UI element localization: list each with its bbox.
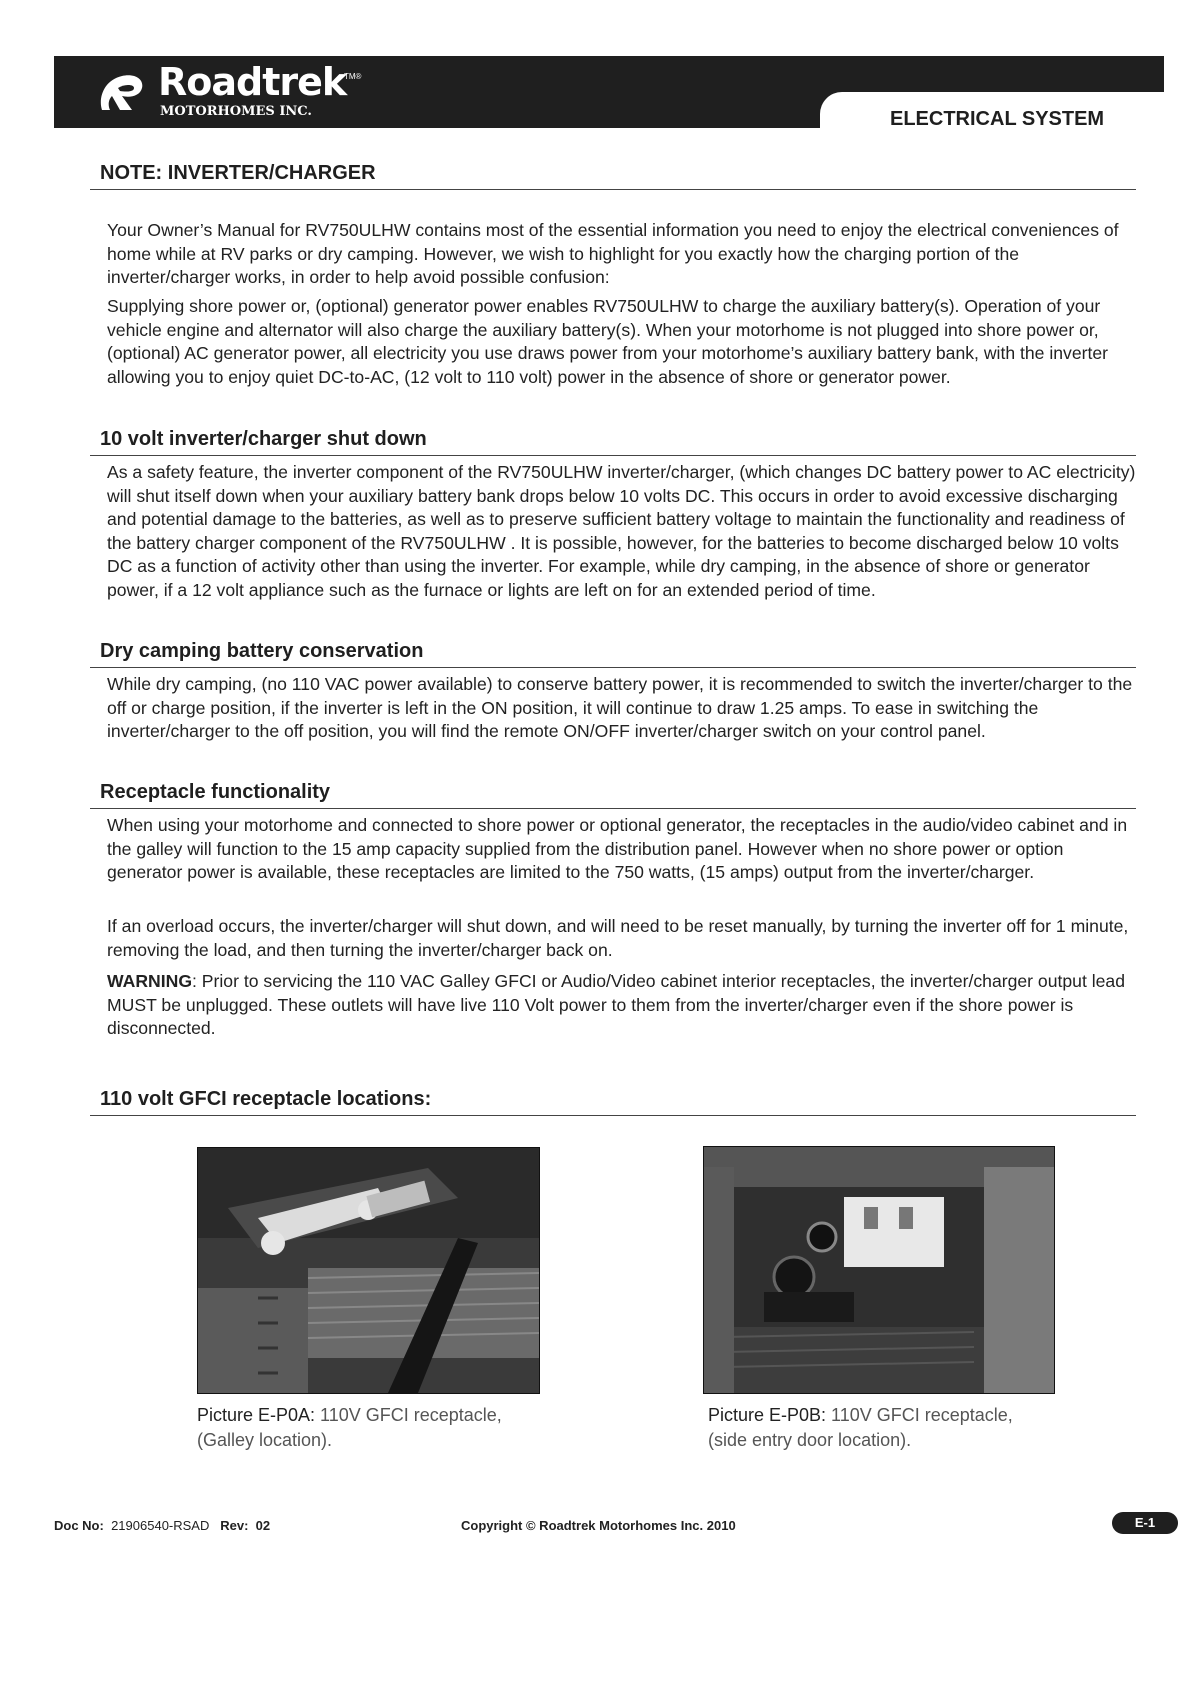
receptacle-paragraph-1: When using your motorhome and connected to shore power or optional generator, the receptacles in the audio/video cabinet and in the galley will function to the 15 amp capacity supplied from the distribution panel. However when no shore power or option generator power is available, these receptacles are limited to the 750 watts, (15 amps) output from the inverter/charger. bbox=[107, 815, 1128, 882]
gfci-heading: 110 volt GFCI receptacle locations: bbox=[100, 1088, 432, 1110]
caption-picture-a bbox=[197, 1403, 502, 1453]
brand-trademark: TM® bbox=[344, 72, 362, 81]
copyright bbox=[461, 1518, 736, 1533]
warning-text: : Prior to servicing the 110 VAC Galley GFCI or Audio/Video cabinet interior receptacles, the inverter/charger output lead MUST be unplugged. These outlets will have live 110 Volt power to them from the inverter/charger even if the shore power is disconnected. bbox=[107, 971, 1125, 1038]
copyright-text: Copyright © Roadtrek Motorhomes Inc. 2010 bbox=[461, 1518, 736, 1533]
galley-receptacle-photo bbox=[197, 1147, 540, 1394]
shutdown-paragraph: As a safety feature, the inverter component of the RV750ULHW inverter/charger, (which changes DC battery power to AC electricity) will shut itself down when your auxiliary battery bank drops below 10 volts DC. This occurs in order to avoid excessive discharging and potential damage to the batteries, as well as to preserve sufficient battery voltage to maintain the functionality and readiness of the battery charger component of the RV750ULHW . It is possible, however, for the batteries to become discharged below 10 volts DC as a function of activity other than using the inverter. For example, while dry camping, in the absence of shore or generator power, if a 12 volt appliance such as the furnace or lights are left on for an extended period of time. bbox=[107, 462, 1136, 600]
roadtrek-logo bbox=[96, 60, 362, 124]
receptacle-paragraph-2: If an overload occurs, the inverter/charger will shut down, and will need to be reset manually, by turning the inverter off for 1 minute, removing the load, and then turning the inverter/charger back on. bbox=[107, 916, 1129, 960]
brand-name: Roadtrek bbox=[158, 60, 347, 104]
warning-label: WARNING bbox=[107, 971, 193, 991]
divider bbox=[90, 189, 1136, 190]
dry-camping-heading: Dry camping battery conservation bbox=[100, 640, 424, 662]
shutdown-heading: 10 volt inverter/charger shut down bbox=[100, 428, 427, 450]
note-heading: NOTE: INVERTER/CHARGER bbox=[100, 162, 376, 184]
divider bbox=[90, 667, 1136, 668]
note-paragraph-1: Your Owner’s Manual for RV750ULHW contains most of the essential information you need to enjoy the electrical conveniences of home while at RV parks or dry camping. However, we wish to highlight for you exactly how the charging portion of the inverter/charger works, in order to help avoid possible confusion: bbox=[107, 220, 1119, 287]
page-number-badge: E-1 bbox=[1112, 1512, 1178, 1534]
receptacle-heading: Receptacle functionality bbox=[100, 781, 331, 803]
caption-a-label: Picture E-P0A: bbox=[197, 1405, 316, 1425]
warning-paragraph bbox=[107, 970, 1137, 1041]
doc-value: 21906540-RSAD bbox=[111, 1518, 210, 1533]
caption-picture-b bbox=[708, 1403, 1013, 1453]
divider bbox=[90, 455, 1136, 456]
divider bbox=[90, 1115, 1136, 1116]
doc-label: Doc No: bbox=[54, 1518, 104, 1533]
side-entry-receptacle-photo bbox=[703, 1146, 1055, 1394]
brand-subtitle: MOTORHOMES INC. bbox=[160, 104, 312, 119]
caption-a-text: 110V GFCI receptacle, bbox=[315, 1405, 502, 1425]
section-title: ELECTRICAL SYSTEM bbox=[890, 108, 1105, 130]
rev-label: Rev: bbox=[220, 1518, 249, 1533]
caption-b-label: Picture E-P0B: bbox=[708, 1405, 827, 1425]
caption-b-location: (side entry door location). bbox=[708, 1430, 912, 1450]
rev-value: 02 bbox=[255, 1518, 271, 1533]
caption-b-text: 110V GFCI receptacle, bbox=[826, 1405, 1013, 1425]
divider bbox=[90, 808, 1136, 809]
caption-a-location: (Galley location). bbox=[197, 1430, 333, 1450]
roadtrek-logo-icon bbox=[96, 70, 146, 116]
note-paragraph-2: Supplying shore power or, (optional) generator power enables RV750ULHW to charge the auxiliary battery(s). Operation of your vehicle engine and alternator will also charge the auxiliary battery(s). When your motorhome is not plugged into shore power or, (optional) AC generator power, all electricity you use draws power from your motorhome’s auxiliary battery bank, with the inverter allowing you to enjoy quiet DC-to-AC, (12 volt to 110 volt) power in the absence of shore or generator power. bbox=[107, 296, 1109, 387]
doc-number bbox=[54, 1518, 270, 1533]
dry-camping-paragraph: While dry camping, (no 110 VAC power available) to conserve battery power, it is recommended to switch the inverter/charger to the off or charge position, if the inverter is left in the ON position, it will continue to draw 1.25 amps. To ease in switching the inverter/charger to the off position, you will find the remote ON/OFF inverter/charger switch on your control panel. bbox=[107, 674, 1133, 741]
